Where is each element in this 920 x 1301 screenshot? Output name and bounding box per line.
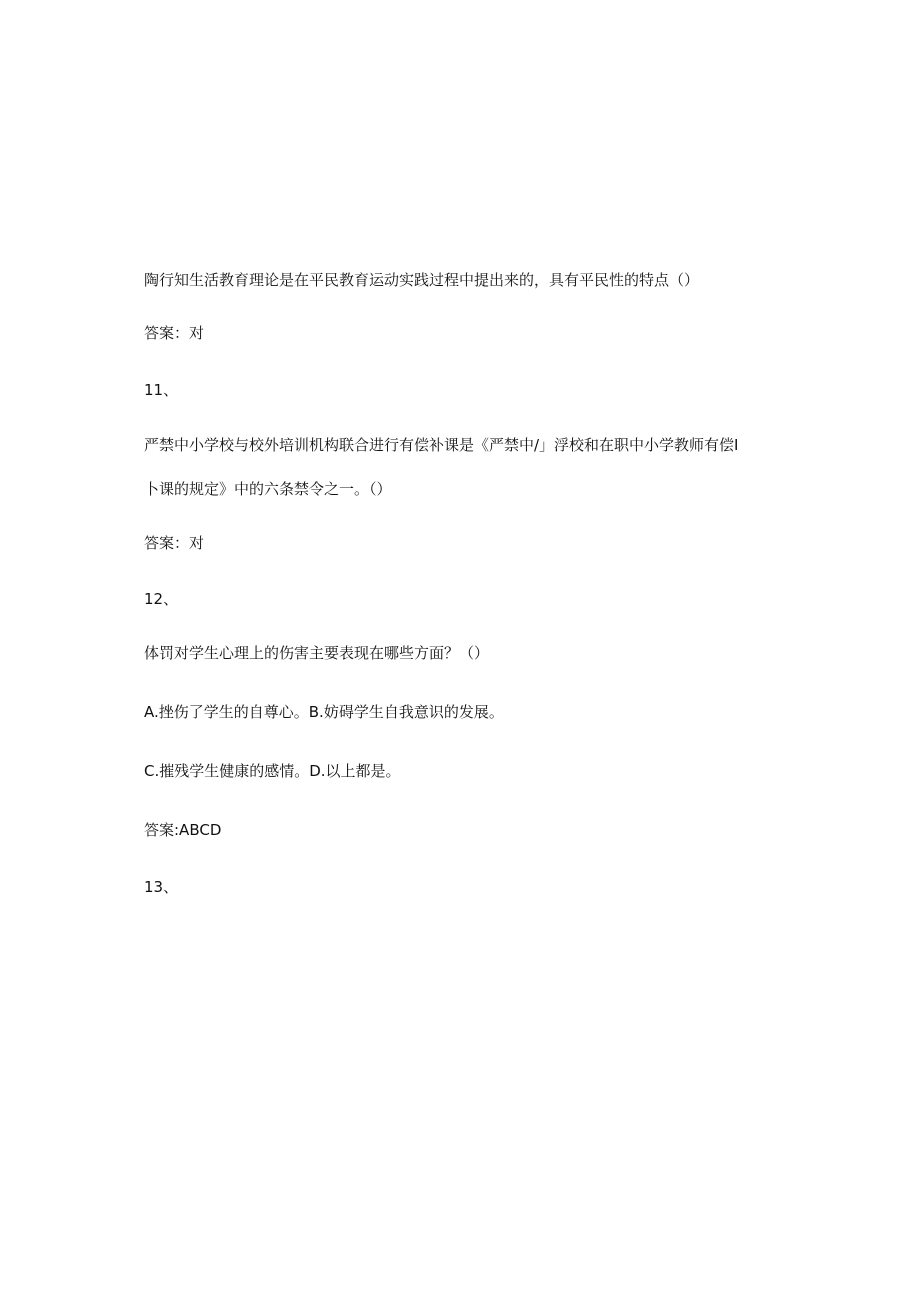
question-11-text-line-1: 严禁中小学校与校外培训机构联合进行有偿补课是《严禁中/」浮校和在职中小学教师有偿I bbox=[144, 436, 739, 454]
question-10-text: 陶行知生活教育理论是在平民教育运动实践过程中提出来的，具有平民性的特点（） bbox=[144, 271, 700, 289]
question-11-number: 11、 bbox=[144, 381, 179, 399]
question-12-answer: 答案:ABCD bbox=[144, 821, 222, 839]
question-12-options-c-d: C.摧残学生健康的感情。D.以上都是。 bbox=[144, 762, 401, 780]
question-13-number: 13、 bbox=[144, 878, 179, 896]
question-11-answer: 答案：对 bbox=[144, 534, 205, 552]
question-11-text-line-2: 卜课的规定》中的六条禁令之一。（） bbox=[144, 480, 392, 498]
question-12-number: 12、 bbox=[144, 590, 179, 608]
question-12-options-a-b: A.挫伤了学生的自尊心。B.妨碍学生自我意识的发展。 bbox=[144, 703, 504, 721]
question-12-text: 体罚对学生心理上的伤害主要表现在哪些方面？（） bbox=[144, 644, 490, 662]
question-10-answer: 答案：对 bbox=[144, 324, 205, 342]
